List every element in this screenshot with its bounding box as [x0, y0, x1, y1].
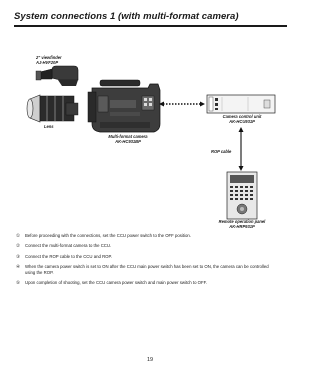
viewfinder-label [36, 55, 62, 65]
lens-label: Lens [44, 124, 54, 129]
rop-cable-label: ROP cable [211, 149, 232, 154]
step-number: ① [16, 233, 21, 238]
lens-illustration [27, 95, 78, 122]
step-number: ⑤ [16, 280, 21, 286]
ccu-label-line1: Camera control unit [222, 114, 262, 119]
rop-illustration [227, 172, 257, 219]
step-1 [16, 233, 276, 238]
camera-label-line1: Multi-format camera [108, 134, 148, 139]
ccu-label [214, 114, 270, 124]
camera-label-line2: AK-HC931BP [115, 139, 141, 144]
ccu-illustration [207, 95, 275, 113]
step-number: ③ [16, 253, 21, 259]
camera-illustration [88, 80, 160, 132]
step-text: Connect the ROP cable to the CCU and ROP. [25, 253, 113, 259]
rop-label-line2: AK-HRP931P [229, 224, 255, 229]
page-number: 19 [146, 357, 154, 363]
step-text: Upon completion of shooting, set the CCU camera power switch and main power switch to OFF. [25, 280, 207, 286]
steps-list [16, 233, 276, 291]
step-3 [16, 254, 276, 259]
step-text: Connect the multi-format camera to the CCU. [25, 243, 112, 249]
rop-label-line1: Remote operation panel [218, 219, 266, 224]
step-number: ② [16, 243, 21, 249]
viewfinder-illustration [36, 66, 78, 86]
step-4 [16, 264, 276, 275]
camera-label [100, 134, 156, 144]
step-5 [16, 280, 276, 285]
step-number: ④ [16, 264, 21, 270]
viewfinder-label-line1: 2" viewfinder [36, 55, 62, 60]
viewfinder-label-line2: AJ-HVF20P [36, 60, 59, 65]
step-text: Before proceeding with the connections, set the CCU power switch to the OFF position. [25, 233, 191, 238]
page-title: System connections 1 (with multi-format camera) [14, 11, 239, 22]
step-2 [16, 243, 276, 248]
rop-label [212, 219, 272, 229]
ccu-label-line2: AK-HCU931P [229, 119, 255, 124]
step-text: When the camera power switch is set to ON after the CCU main power switch has been set to ON, the camera can be controlled using the ROP. [25, 264, 269, 275]
